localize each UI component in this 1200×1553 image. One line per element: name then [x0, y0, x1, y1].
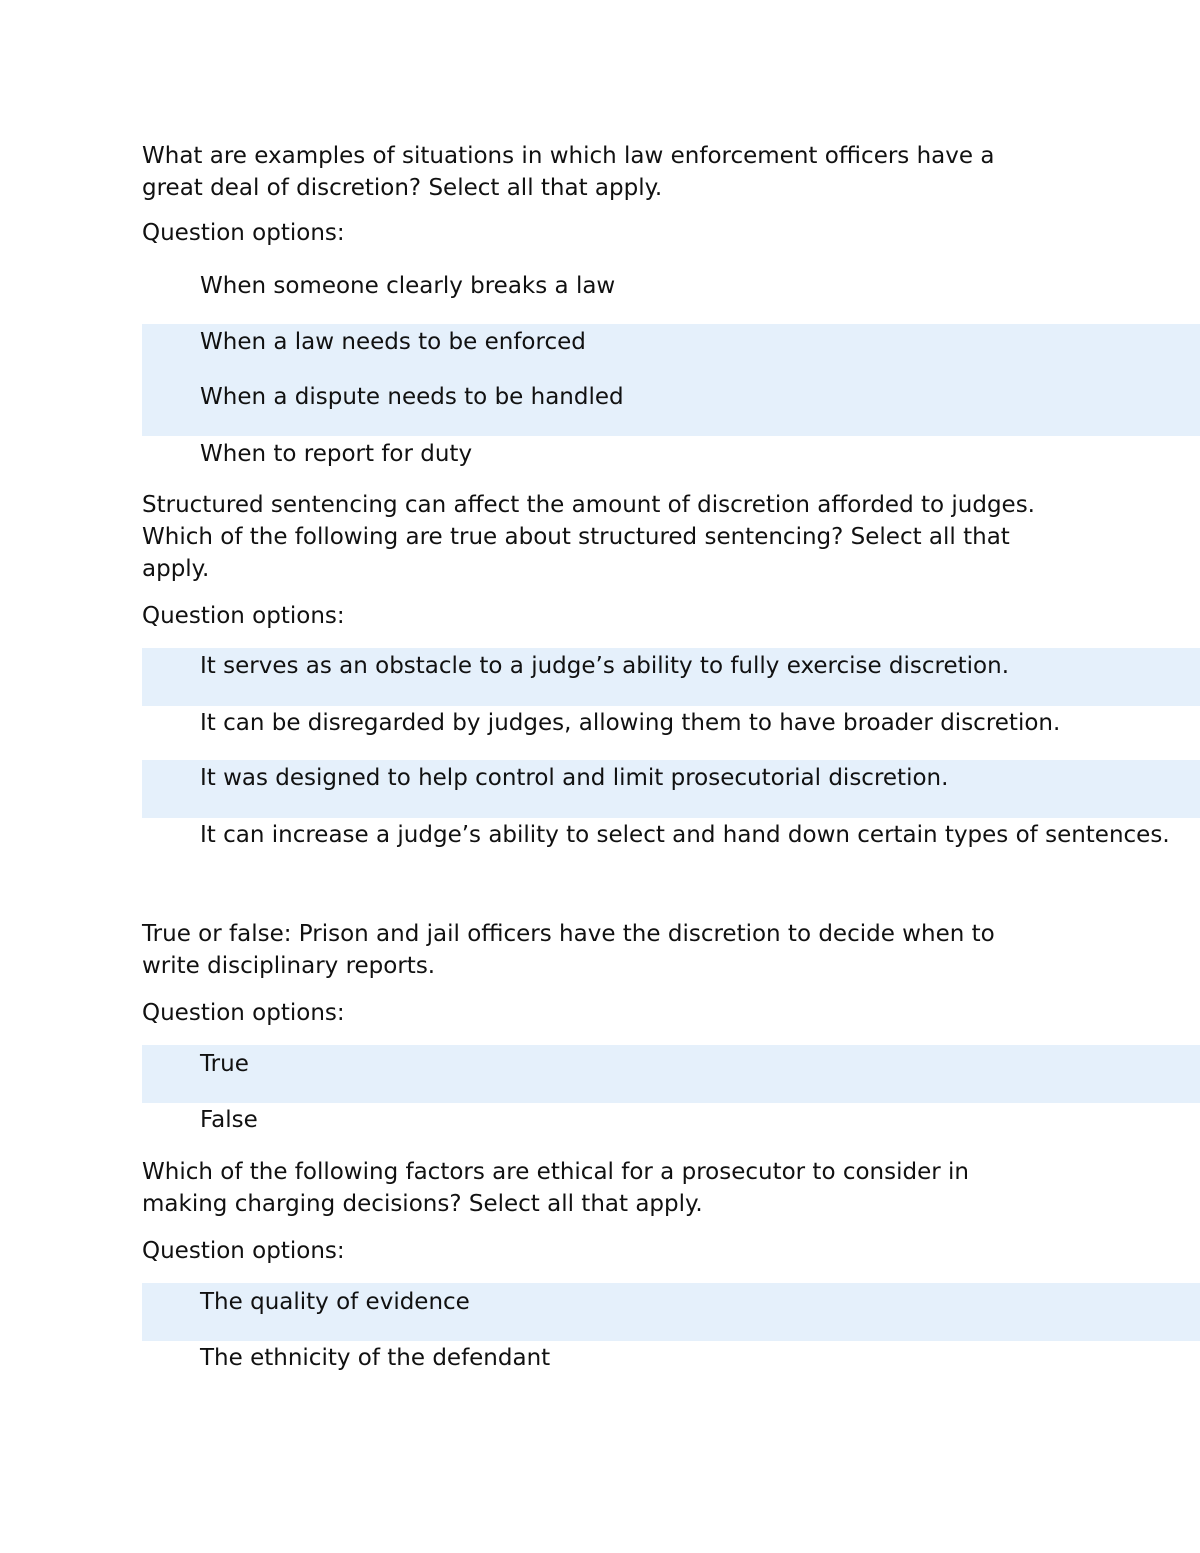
option-label: When someone clearly breaks a law: [200, 273, 616, 299]
option-label: When a dispute needs to be handled: [200, 384, 624, 410]
option-label: It can increase a judge’s ability to select and hand down certain types of sentences.: [200, 822, 1170, 848]
question-2-text: Structured sentencing can affect the amount of discretion afforded to judges. Which of the following are true about structured sentencing? Select all that apply.: [142, 492, 1035, 582]
option-label: When to report for duty: [200, 441, 473, 467]
option-label: The ethnicity of the defendant: [200, 1345, 551, 1371]
option-label: When a law needs to be enforced: [200, 329, 586, 355]
option-label: The quality of evidence: [200, 1289, 470, 1315]
question-1-option-3[interactable]: [142, 369, 1200, 425]
question-1-option-1[interactable]: [142, 258, 1200, 314]
question-2-option-2[interactable]: [142, 695, 1200, 751]
question-3-option-2[interactable]: [142, 1092, 1200, 1148]
question-2-option-4[interactable]: [142, 807, 1200, 863]
question-1-options-label: Question options:: [142, 220, 345, 246]
option-label: True: [200, 1051, 249, 1077]
question-1-text: What are examples of situations in which law enforcement officers have a great deal of discretion? Select all that apply.: [142, 143, 995, 201]
question-1-option-4[interactable]: [142, 426, 1200, 482]
option-label: It was designed to help control and limit prosecutorial discretion.: [200, 765, 949, 791]
option-label: It serves as an obstacle to a judge’s ability to fully exercise discretion.: [200, 653, 1010, 679]
question-3-text: True or false: Prison and jail officers have the discretion to decide when to write disciplinary reports.: [142, 921, 995, 979]
option-label: False: [200, 1107, 258, 1133]
question-2-options-label: Question options:: [142, 603, 345, 629]
question-4-text: Which of the following factors are ethical for a prosecutor to consider in making charging decisions? Select all that apply.: [142, 1159, 969, 1217]
question-3-options-label: Question options:: [142, 1000, 345, 1026]
question-1-option-2[interactable]: [142, 314, 1200, 370]
question-4-option-2[interactable]: [142, 1330, 1200, 1386]
option-label: It can be disregarded by judges, allowing them to have broader discretion.: [200, 710, 1061, 736]
question-4-options-label: Question options:: [142, 1238, 345, 1264]
